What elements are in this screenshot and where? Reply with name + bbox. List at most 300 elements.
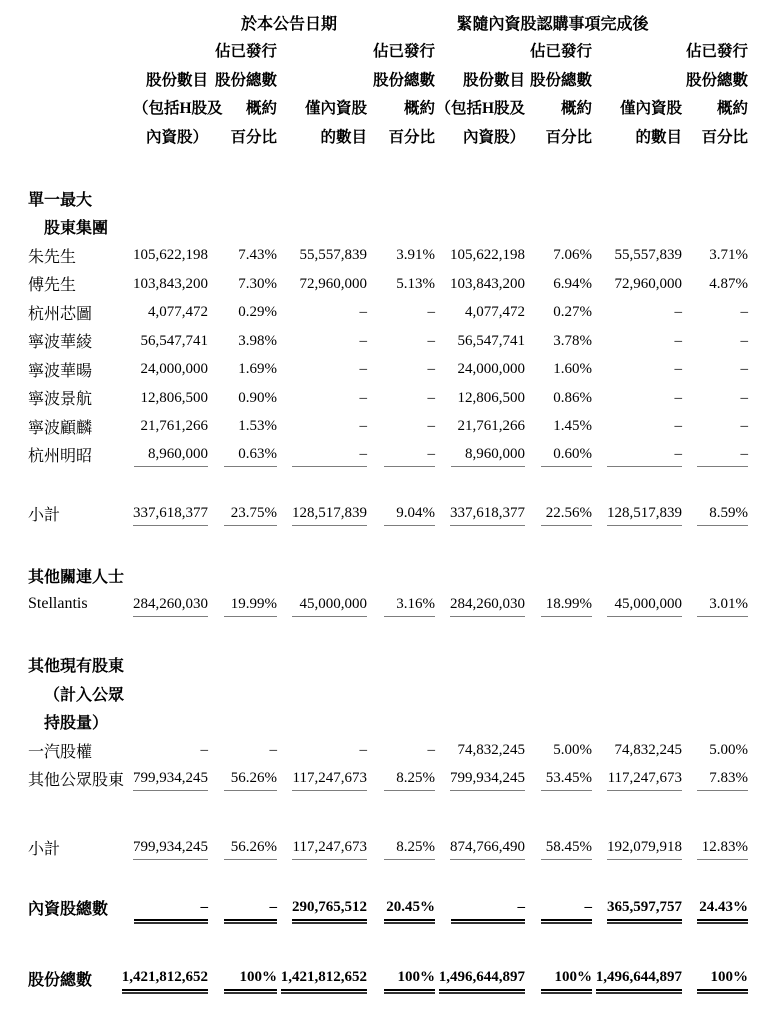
spacer-cell <box>28 469 748 499</box>
cell-value: 799,934,245 <box>450 766 525 791</box>
value-cell <box>208 708 277 737</box>
cell-value: 55,557,839 <box>299 247 367 264</box>
value-cell <box>277 412 367 441</box>
value-cell <box>525 736 592 765</box>
row-label: 小計 <box>28 506 61 524</box>
cell-value: 5.00% <box>709 742 749 759</box>
table-row <box>28 833 748 862</box>
value-cell <box>133 765 208 794</box>
cell-value: 8.59% <box>697 501 748 526</box>
col-header: 佔已發行 <box>373 43 436 61</box>
value-cell <box>682 184 748 213</box>
value-cell <box>208 964 277 993</box>
cell-value: – <box>674 304 683 321</box>
cell-value: – <box>427 361 436 378</box>
value-cell <box>367 384 435 413</box>
value-cell <box>592 298 682 327</box>
col-header: 佔已發行 <box>530 43 593 61</box>
value-cell <box>277 241 367 270</box>
cell-value: 1,496,644,897 <box>596 965 682 991</box>
spacer-row <box>28 922 748 964</box>
cell-value: 6.94% <box>553 275 593 292</box>
cell-value: 1,421,812,652 <box>281 965 367 991</box>
cell-value: 3.01% <box>697 592 748 617</box>
table-row <box>28 964 748 993</box>
value-cell <box>133 562 208 591</box>
cell-value: 56,547,741 <box>457 332 526 349</box>
value-cell <box>133 213 208 242</box>
value-cell <box>435 651 525 680</box>
cell-value: 0.60% <box>541 442 592 467</box>
table-row <box>28 412 748 441</box>
value-cell <box>435 327 525 356</box>
cell-value: 1.69% <box>238 361 277 378</box>
value-cell <box>592 651 682 680</box>
cell-value: – <box>359 332 367 349</box>
cell-value: – <box>359 418 367 435</box>
cell-value: 58.45% <box>541 835 592 860</box>
value-cell <box>592 327 682 356</box>
row-label: 股東集團 <box>44 220 109 238</box>
cell-value: – <box>541 895 592 921</box>
col-header: 佔已發行 <box>686 43 749 61</box>
value-cell <box>277 964 367 993</box>
cell-value: 5.00% <box>553 742 593 759</box>
value-cell <box>208 894 277 923</box>
cell-value: 4,077,472 <box>148 304 208 321</box>
value-cell <box>133 298 208 327</box>
row-label: 寧波顧麟 <box>28 419 93 437</box>
value-cell <box>277 441 367 470</box>
value-cell <box>367 270 435 299</box>
cell-value: – <box>384 442 435 467</box>
spacer-cell <box>28 862 748 894</box>
spacer-cell <box>28 619 748 651</box>
value-cell <box>525 894 592 923</box>
value-cell <box>133 651 208 680</box>
cell-value: – <box>451 895 525 921</box>
value-cell <box>367 651 435 680</box>
cell-value: 3.71% <box>709 247 749 264</box>
col-header <box>592 65 682 94</box>
cell-value: – <box>674 332 683 349</box>
value-cell <box>682 964 748 993</box>
row-label: 杭州芯圖 <box>28 305 93 323</box>
value-cell <box>525 384 592 413</box>
value-cell <box>277 355 367 384</box>
value-cell <box>525 964 592 993</box>
spacer-cell <box>28 150 748 184</box>
value-cell <box>367 184 435 213</box>
value-cell <box>435 964 525 993</box>
cell-value: 105,622,198 <box>450 247 526 264</box>
col-header: 的數目 <box>320 128 367 146</box>
cell-value: 284,260,030 <box>133 592 208 617</box>
cell-value: – <box>224 895 277 921</box>
value-cell <box>133 241 208 270</box>
value-cell <box>435 213 525 242</box>
value-cell <box>208 441 277 470</box>
value-cell <box>592 562 682 591</box>
value-cell <box>682 241 748 270</box>
cell-value: 103,843,200 <box>450 275 526 292</box>
value-cell <box>682 562 748 591</box>
cell-value: – <box>292 442 367 467</box>
cell-value: 5.13% <box>396 275 436 292</box>
cell-value: 7.30% <box>238 275 277 292</box>
row-label: 傅先生 <box>28 277 77 295</box>
value-cell <box>133 184 208 213</box>
cell-value: 192,079,918 <box>607 835 682 860</box>
cell-value: 74,832,245 <box>614 742 683 759</box>
table-body <box>28 150 748 993</box>
value-cell <box>592 241 682 270</box>
value-cell <box>208 833 277 862</box>
table-row <box>28 384 748 413</box>
section-header-current-date: 於本公告日期 <box>241 15 338 33</box>
value-cell <box>592 412 682 441</box>
col-header: 僅內資股 <box>620 100 683 118</box>
cell-value: 21,761,266 <box>457 418 526 435</box>
value-cell <box>435 562 525 591</box>
cell-value: 12,806,500 <box>457 389 526 406</box>
col-header: 內資股） <box>463 128 526 146</box>
cell-value: 7.06% <box>553 247 593 264</box>
value-cell <box>525 213 592 242</box>
value-cell <box>435 384 525 413</box>
value-cell <box>208 412 277 441</box>
row-label: 單一最大 <box>28 191 93 209</box>
cell-value: 3.16% <box>384 592 435 617</box>
table-row <box>28 213 748 242</box>
cell-value: 0.29% <box>238 304 277 321</box>
value-cell <box>525 765 592 794</box>
value-cell <box>525 562 592 591</box>
value-cell <box>208 651 277 680</box>
cell-value: 0.86% <box>553 389 593 406</box>
cell-value: 8.25% <box>384 835 435 860</box>
cell-value: – <box>427 389 436 406</box>
value-cell <box>435 894 525 923</box>
row-label: 寧波華暘 <box>28 362 93 380</box>
value-cell <box>592 270 682 299</box>
cell-value: 874,766,490 <box>450 835 525 860</box>
cell-value: 128,517,839 <box>292 501 367 526</box>
cell-value: – <box>427 418 436 435</box>
value-cell <box>682 441 748 470</box>
cell-value: 337,618,377 <box>133 501 208 526</box>
value-cell <box>208 298 277 327</box>
value-cell <box>682 590 748 619</box>
cell-value: 7.43% <box>238 247 277 264</box>
table-row <box>28 679 748 708</box>
table-row <box>28 894 748 923</box>
cell-value: 7.83% <box>697 766 748 791</box>
row-label: 小計 <box>28 840 61 858</box>
cell-value: – <box>359 304 367 321</box>
value-cell <box>133 894 208 923</box>
col-header: 股份數目 <box>463 71 526 89</box>
table-header <box>28 8 748 150</box>
cell-value: 1.45% <box>553 418 593 435</box>
cell-value: – <box>740 304 749 321</box>
value-cell <box>592 708 682 737</box>
value-cell <box>208 679 277 708</box>
value-cell <box>592 441 682 470</box>
col-header: （包括H股及 <box>435 100 526 118</box>
col-header: 內資股） <box>145 128 208 146</box>
cell-value: – <box>200 742 208 759</box>
cell-value: 117,247,673 <box>607 766 682 791</box>
column-header-row-1 <box>28 36 748 65</box>
row-label: 內資股總數 <box>28 901 109 919</box>
spacer-row <box>28 528 748 562</box>
table-row <box>28 765 748 794</box>
value-cell <box>592 384 682 413</box>
value-cell <box>682 708 748 737</box>
col-header: 百分比 <box>545 128 593 146</box>
value-cell <box>682 736 748 765</box>
cell-value: 8,960,000 <box>451 442 525 467</box>
cell-value: 56,547,741 <box>140 332 208 349</box>
cell-value: – <box>427 304 436 321</box>
cell-value: – <box>607 442 682 467</box>
value-cell <box>435 765 525 794</box>
value-cell <box>367 894 435 923</box>
col-header: 概約 <box>245 100 277 118</box>
table-row <box>28 590 748 619</box>
value-cell <box>121 964 208 993</box>
cell-value: 3.98% <box>238 332 277 349</box>
value-cell <box>435 184 525 213</box>
table-row <box>28 651 748 680</box>
cell-value: 117,247,673 <box>292 835 367 860</box>
cell-value: 337,618,377 <box>450 501 525 526</box>
cell-value: – <box>427 742 436 759</box>
value-cell <box>435 833 525 862</box>
cell-value: 45,000,000 <box>292 592 367 617</box>
cell-value: – <box>674 361 683 378</box>
value-cell <box>367 241 435 270</box>
value-cell <box>277 499 367 528</box>
value-cell <box>592 590 682 619</box>
value-cell <box>133 355 208 384</box>
table-row <box>28 327 748 356</box>
cell-value: 12.83% <box>697 835 748 860</box>
value-cell <box>435 590 525 619</box>
value-cell <box>682 765 748 794</box>
value-cell <box>525 651 592 680</box>
value-cell <box>367 590 435 619</box>
value-cell <box>277 327 367 356</box>
spacer-cell <box>28 922 748 964</box>
value-cell <box>592 964 682 993</box>
cell-value: 12,806,500 <box>140 389 208 406</box>
value-cell <box>367 562 435 591</box>
cell-value: 128,517,839 <box>607 501 682 526</box>
row-label: 其他現有股東 <box>28 658 125 676</box>
value-cell <box>435 298 525 327</box>
cell-value: 0.90% <box>238 389 277 406</box>
table-row <box>28 441 748 470</box>
cell-value: 100% <box>384 965 435 991</box>
value-cell <box>682 894 748 923</box>
table-row <box>28 562 748 591</box>
cell-value: 23.75% <box>224 501 277 526</box>
value-cell <box>367 298 435 327</box>
cell-value: 9.04% <box>384 501 435 526</box>
cell-value: 8,960,000 <box>134 442 208 467</box>
value-cell <box>525 833 592 862</box>
value-cell <box>592 833 682 862</box>
value-cell <box>277 590 367 619</box>
row-label: 持股量） <box>44 715 109 733</box>
cell-value: – <box>359 742 367 759</box>
col-header: 百分比 <box>701 128 749 146</box>
cell-value: 117,247,673 <box>292 766 367 791</box>
table-row <box>28 736 748 765</box>
value-cell <box>435 270 525 299</box>
value-cell <box>525 441 592 470</box>
cell-value: 105,622,198 <box>133 247 208 264</box>
col-header: 股份數目 <box>145 71 208 89</box>
cell-value: 3.78% <box>553 332 593 349</box>
row-label: Stellantis <box>28 595 88 613</box>
cell-value: 290,765,512 <box>292 895 367 921</box>
cell-value: 18.99% <box>541 592 592 617</box>
value-cell <box>277 736 367 765</box>
col-header: （包括H股及 <box>133 100 223 118</box>
col-header <box>133 36 208 65</box>
value-cell <box>525 241 592 270</box>
cell-value: 19.99% <box>224 592 277 617</box>
value-cell <box>277 213 367 242</box>
cell-value: 100% <box>541 965 592 991</box>
cell-value: 1,421,812,652 <box>122 965 208 991</box>
value-cell <box>133 590 208 619</box>
value-cell <box>525 270 592 299</box>
col-header: 佔已發行 <box>214 43 277 61</box>
value-cell <box>525 298 592 327</box>
cell-value: – <box>740 418 749 435</box>
cell-value: 103,843,200 <box>133 275 208 292</box>
cell-value: – <box>674 389 683 406</box>
cell-value: 1.60% <box>553 361 593 378</box>
spacer-row <box>28 862 748 894</box>
value-cell <box>277 894 367 923</box>
value-cell <box>133 441 208 470</box>
value-cell <box>682 412 748 441</box>
cell-value: 72,960,000 <box>299 275 367 292</box>
col-header: 概約 <box>717 100 749 118</box>
value-cell <box>367 327 435 356</box>
col-header: 概約 <box>561 100 593 118</box>
value-cell <box>277 679 367 708</box>
table-row <box>28 184 748 213</box>
value-cell <box>435 679 525 708</box>
value-cell <box>277 184 367 213</box>
value-cell <box>525 412 592 441</box>
cell-value: 20.45% <box>384 895 435 921</box>
cell-value: 53.45% <box>541 766 592 791</box>
value-cell <box>367 833 435 862</box>
value-cell <box>682 270 748 299</box>
spacer-cell <box>28 793 748 833</box>
cell-value: 0.63% <box>224 442 277 467</box>
spacer-row <box>28 793 748 833</box>
col-header: 的數目 <box>635 128 683 146</box>
value-cell <box>367 765 435 794</box>
value-cell <box>208 241 277 270</box>
value-cell <box>133 679 208 708</box>
column-header-row-3 <box>28 93 748 122</box>
shareholding-table <box>28 8 748 993</box>
cell-value: 4.87% <box>709 275 749 292</box>
col-header: 股份總數 <box>530 71 593 89</box>
cell-value: 56.26% <box>224 766 277 791</box>
value-cell <box>435 736 525 765</box>
value-cell <box>682 213 748 242</box>
cell-value: 4,077,472 <box>465 304 526 321</box>
cell-value: – <box>427 332 436 349</box>
value-cell <box>682 499 748 528</box>
value-cell <box>682 298 748 327</box>
value-cell <box>592 679 682 708</box>
cell-value: 365,597,757 <box>607 895 682 921</box>
spacer-cell <box>28 528 748 562</box>
value-cell <box>525 590 592 619</box>
spacer-row <box>28 469 748 499</box>
value-cell <box>367 412 435 441</box>
value-cell <box>435 441 525 470</box>
col-header: 百分比 <box>230 128 277 146</box>
value-cell <box>592 765 682 794</box>
value-cell <box>592 499 682 528</box>
value-cell <box>133 833 208 862</box>
col-header <box>277 36 367 65</box>
row-label: 一汽股權 <box>28 743 93 761</box>
cell-value: 24,000,000 <box>140 361 208 378</box>
value-cell <box>682 833 748 862</box>
value-cell <box>133 736 208 765</box>
value-cell <box>435 412 525 441</box>
row-label: 其他關連人士 <box>28 569 125 587</box>
value-cell <box>133 270 208 299</box>
spacer-row <box>28 150 748 184</box>
cell-value: 799,934,245 <box>133 766 208 791</box>
value-cell <box>525 355 592 384</box>
column-header-row-4 <box>28 122 748 151</box>
value-cell <box>277 384 367 413</box>
value-cell <box>208 184 277 213</box>
cell-value: 45,000,000 <box>607 592 682 617</box>
cell-value: – <box>674 418 683 435</box>
cell-value: 56.26% <box>224 835 277 860</box>
value-cell <box>208 213 277 242</box>
value-cell <box>277 708 367 737</box>
cell-value: 100% <box>224 965 277 991</box>
table-row <box>28 241 748 270</box>
cell-value: – <box>359 361 367 378</box>
col-header <box>277 65 367 94</box>
value-cell <box>367 964 435 993</box>
cell-value: – <box>697 442 748 467</box>
value-cell <box>525 184 592 213</box>
value-cell <box>133 412 208 441</box>
value-cell <box>133 384 208 413</box>
value-cell <box>435 499 525 528</box>
value-cell <box>435 241 525 270</box>
